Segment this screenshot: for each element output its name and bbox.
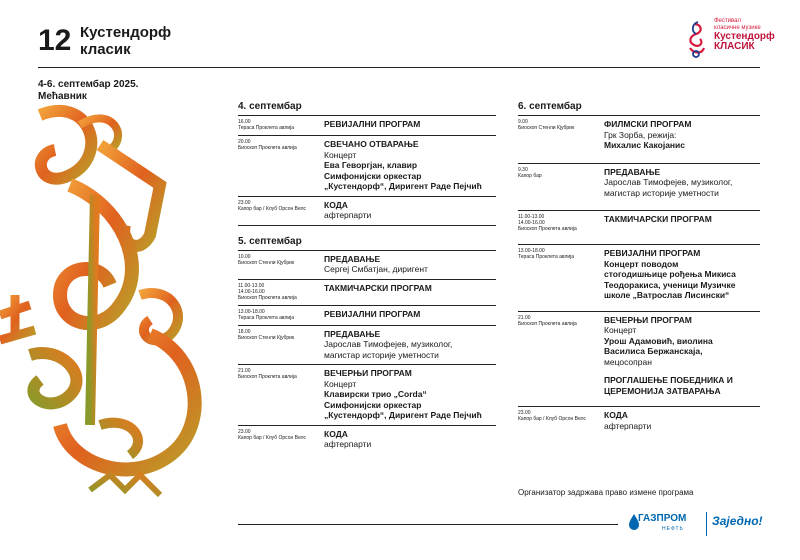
event-title: РЕВИЈАЛНИ ПРОГРАМ <box>604 248 701 258</box>
schedule-right-column <box>518 101 760 435</box>
event-line: Концерт <box>324 149 357 160</box>
event-line: Михалис Какојанис <box>604 140 686 150</box>
event-time: 23.00 <box>238 428 251 435</box>
header-divider <box>38 67 760 68</box>
event-row <box>518 407 760 435</box>
event-time: 11.00-13.00 <box>518 214 545 220</box>
event-row <box>238 116 496 136</box>
gazprom-name: ГАЗПРОМ <box>638 513 687 524</box>
event-time: 11.00-13.00 <box>238 282 265 289</box>
dates-text: 4-6. септембар 2025. <box>38 79 139 90</box>
event-row <box>238 306 496 326</box>
event-line: Урош Адамовић, виолина <box>604 335 713 346</box>
event-time: 9.30 <box>518 166 528 173</box>
event-time: 23.00 <box>518 410 531 416</box>
day-heading: 5. септембар <box>238 236 496 251</box>
event-place: Биоскоп Стенли Кјубрик <box>518 125 575 131</box>
event-line: Грк Зорба, режија: <box>604 129 677 140</box>
schedule-left-column <box>238 101 496 454</box>
gazprom-sub: НЕФТЬ <box>662 526 684 532</box>
event-line: афтерпарти <box>324 210 372 220</box>
event-place: Биоскоп Проклета авлија <box>238 294 297 301</box>
event-title: ПРЕДАВАЊЕ <box>324 253 381 264</box>
festival-logo-text <box>714 18 775 52</box>
event-line: Јарослав Тимофејев, музиколог, <box>324 339 453 349</box>
event-time: 20.00 <box>238 139 251 145</box>
event-time: 16.00 <box>238 119 251 125</box>
event-title: РЕВИЈАЛНИ ПРОГРАМ <box>324 119 421 129</box>
event-time: 14.00-16.00 <box>238 288 265 295</box>
event-time: 9.00 <box>518 119 528 125</box>
event-line: магистар историје уметности <box>324 349 439 360</box>
event-time: 21.00 <box>518 314 531 321</box>
event-time: 10.00 <box>238 253 251 260</box>
event-title: ВЕЧЕРЊИ ПРОГРАМ <box>604 314 692 325</box>
event-place: Биоскоп Стенли Кјубрик <box>238 334 295 341</box>
logo-small-2: класичне музике <box>714 25 761 31</box>
event-place: Тераса Проклета авлија <box>518 254 575 260</box>
event-row <box>238 365 496 426</box>
event-title: СВЕЧАНО ОТВАРАЊЕ <box>324 139 419 149</box>
event-line: афтерпарти <box>324 439 372 449</box>
event-time: 18.00 <box>238 328 251 335</box>
event-time: 14.00-16.00 <box>518 220 545 226</box>
event-line: Теодоракиса, ученици Музичке <box>604 279 736 290</box>
event-line: Јарослав Тимофејев, музиколог, <box>604 177 733 187</box>
festival-title-line1: Кустендорф <box>80 24 172 41</box>
event-line: Симфонијски оркестар <box>324 170 422 181</box>
logo-big-1: Кустендорф <box>714 31 775 42</box>
event-place: Капор бар / Клуб Орсон Велс <box>238 434 306 441</box>
event-place: Капор бар / Клуб Орсон Велс <box>238 205 306 212</box>
edition-number: 12 <box>38 24 72 57</box>
event-place: Биоскоп Проклета авлија <box>238 374 297 380</box>
event-title: РЕВИЈАЛНИ ПРОГРАМ <box>324 308 421 319</box>
event-line: афтерпарти <box>604 420 652 431</box>
event-line: Концерт <box>324 378 357 389</box>
event-place: Тераса Проклета авлија <box>238 125 295 131</box>
place-text: Мећавник <box>38 91 87 102</box>
event-line: школе „Ватрослав Лисински“ <box>604 290 730 300</box>
day-heading: 6. септембар <box>518 101 760 116</box>
event-place: Капор бар <box>518 172 542 179</box>
treble-clef-artwork <box>0 95 220 515</box>
event-title: ПРЕДАВАЊЕ <box>324 328 381 339</box>
event-time: 21.00 <box>238 368 251 374</box>
event-line: Василиса Бержанскаја, <box>604 346 703 356</box>
event-line: стогодишњице рођења Микиса <box>604 269 736 279</box>
festival-title <box>80 24 171 58</box>
event-place: Биоскоп Проклета авлија <box>518 226 577 232</box>
day-heading: 4. септембар <box>238 101 496 116</box>
event-title: ФИЛМСКИ ПРОГРАМ <box>604 119 692 129</box>
sponsor-divider <box>706 512 707 536</box>
event-time: 23.00 <box>238 199 251 206</box>
event-place: Биоскоп Проклета авлија <box>518 320 577 327</box>
event-time: 13.00-18.00 <box>518 248 545 254</box>
event-row <box>518 164 760 212</box>
event-row <box>518 312 760 408</box>
event-line: Концерт поводом <box>604 258 679 269</box>
event-title: КОДА <box>324 428 348 439</box>
event-place: Биоскоп Проклета авлија <box>238 145 297 151</box>
festival-title-line2: класик <box>80 41 131 58</box>
event-title: КОДА <box>324 199 348 210</box>
event-line: „Кустендорф“, Диригент Раде Пејчић <box>324 181 482 191</box>
event-place: Тераса Проклета авлија <box>238 314 295 321</box>
together-slogan: Заједно! <box>712 514 763 528</box>
event-place: Биоскоп Стенли Кјубрик <box>238 259 295 266</box>
event-line: Ева Геворгјан, клавир <box>324 160 418 170</box>
event-time: 13.00-18.00 <box>238 308 265 315</box>
event-row <box>518 116 760 164</box>
event-row <box>238 280 496 306</box>
event-row <box>238 136 496 197</box>
event-line: Сергеј Смбатјан, диригент <box>324 264 428 274</box>
event-title: ТАКМИЧАРСКИ ПРОГРАМ <box>604 214 712 224</box>
logo-small-1: Фестивал <box>714 18 741 24</box>
event-title: ВЕЧЕРЊИ ПРОГРАМ <box>324 368 412 378</box>
event-title: КОДА <box>604 410 628 420</box>
event-row <box>238 251 496 280</box>
event-title: ПРОГЛАШЕЊЕ ПОБЕДНИКА И <box>604 375 733 385</box>
sponsor-logo <box>628 510 768 540</box>
event-row <box>518 211 760 245</box>
event-line: магистар историје уметности <box>604 187 719 198</box>
event-line: „Кустендорф“, Диригент Раде Пејчић <box>324 410 482 420</box>
event-row <box>238 426 496 454</box>
organizer-note: Организатор задржава право измене програма <box>518 488 694 497</box>
logo-big-2: КЛАСИК <box>714 41 755 52</box>
event-line: Клавирски трио „Corda“ <box>324 389 427 399</box>
event-title: ЦЕРЕМОНИЈА ЗАТВАРАЊА <box>604 385 721 396</box>
event-row <box>238 326 496 366</box>
event-row <box>518 245 760 312</box>
event-title: ТАКМИЧАРСКИ ПРОГРАМ <box>324 282 432 293</box>
event-place: Капор бар / Клуб Орсон Велс <box>518 416 586 422</box>
event-title: ПРЕДАВАЊЕ <box>604 166 661 177</box>
event-line: Концерт <box>604 325 637 335</box>
footer-divider <box>238 524 618 525</box>
event-row <box>238 197 496 226</box>
event-line: Симфонијски оркестар <box>324 399 422 410</box>
event-line: мецосопран <box>604 356 652 367</box>
